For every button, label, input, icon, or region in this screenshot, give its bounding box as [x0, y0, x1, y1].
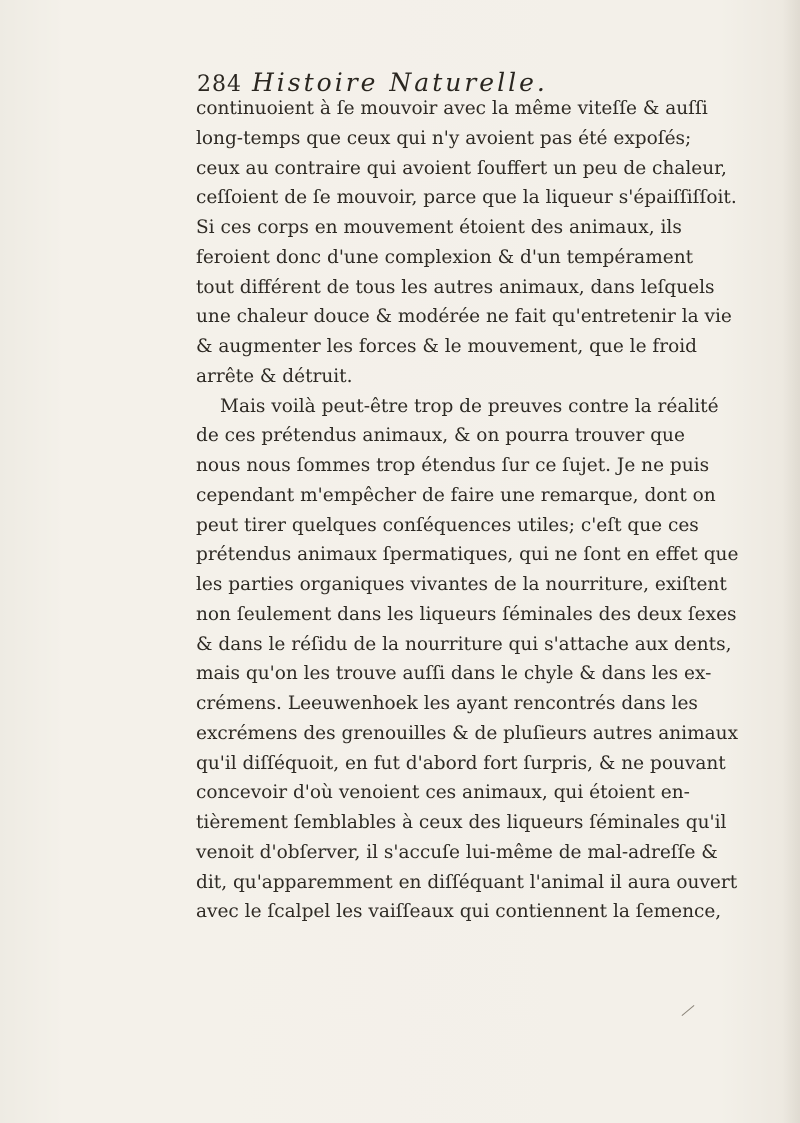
text-line: les parties organiques vivantes de la nourriture, exiſtent — [196, 574, 727, 595]
paragraph-start-line: Mais voilà peut-être trop de preuves contre la réalité — [220, 395, 719, 417]
text-line: cependant m'empêcher de faire une remarque, dont on — [196, 484, 716, 506]
text-line: prétendus animaux ſpermatiques, qui ne ſont en effet que — [196, 544, 739, 566]
page-edge-shadow — [782, 0, 800, 1123]
text-line: ceſſoient de ſe mouvoir, parce que la liqueur s'épaiſſiſſoit. — [196, 187, 737, 209]
text-line: long-temps que ceux qui n'y avoient pas été expoſés; — [196, 127, 692, 149]
text-line: excrémens des grenouilles & de pluſieurs autres animaux — [196, 722, 739, 744]
text-line: feroient donc d'une complexion & d'un tempérament — [196, 246, 694, 268]
text-line: arrête & détruit. — [196, 365, 353, 387]
text-line: & augmenter les forces & le mouvement, que le froid — [196, 336, 698, 357]
text-line: de ces prétendus animaux, & on pourra trouver que — [196, 425, 685, 447]
text-line: ceux au contraire qui avoient ſouffert un peu de chaleur, — [196, 157, 727, 179]
page-number: 284 — [197, 72, 242, 97]
text-line: venoit d'obſerver, il s'accuſe lui-même de mal-adreſſe & — [196, 841, 718, 863]
text-line: dit, qu'apparemment en diſſéquant l'animal il aura ouvert — [196, 871, 738, 893]
text-line: qu'il diſſéquoit, en fut d'abord fort ſurpris, & ne pouvant — [196, 752, 726, 774]
text-line: concevoir d'où venoient ces animaux, qui étoient en- — [196, 782, 690, 804]
text-line: & dans le réſidu de la nourriture qui s'attache aux dents, — [196, 633, 732, 655]
running-title: Histoire Naturelle. — [252, 68, 548, 97]
text-line: tièrement ſemblables à ceux des liqueurs ſéminales qu'il — [196, 812, 727, 833]
text-line: continuoient à ſe mouvoir avec la même viteſſe & auſſi — [196, 98, 708, 119]
text-line: nous nous ſommes trop étendus ſur ce ſujet. Je ne puis — [196, 455, 710, 476]
text-line: avec le ſcalpel les vaiſſeaux qui contiennent la ſemence, — [196, 901, 722, 923]
text-line: mais qu'on les trouve auſſi dans le chyle & dans les ex- — [196, 663, 712, 685]
text-line: tout différent de tous les autres animaux, dans leſquels — [196, 276, 715, 298]
text-line: Si ces corps en mouvement étoient des animaux, ils — [196, 217, 682, 238]
text-line: une chaleur douce & modérée ne fait qu'entretenir la vie — [196, 306, 732, 328]
text-line: non ſeulement dans les liqueurs ſéminales des deux ſexes — [196, 603, 737, 625]
body-text — [196, 94, 739, 927]
ink-mark — [682, 1005, 695, 1016]
text-line: crémens. Leeuwenhoek les ayant rencontrés dans les — [196, 693, 698, 714]
text-line: peut tirer quelques conſéquences utiles; c'eſt que ces — [196, 514, 699, 536]
